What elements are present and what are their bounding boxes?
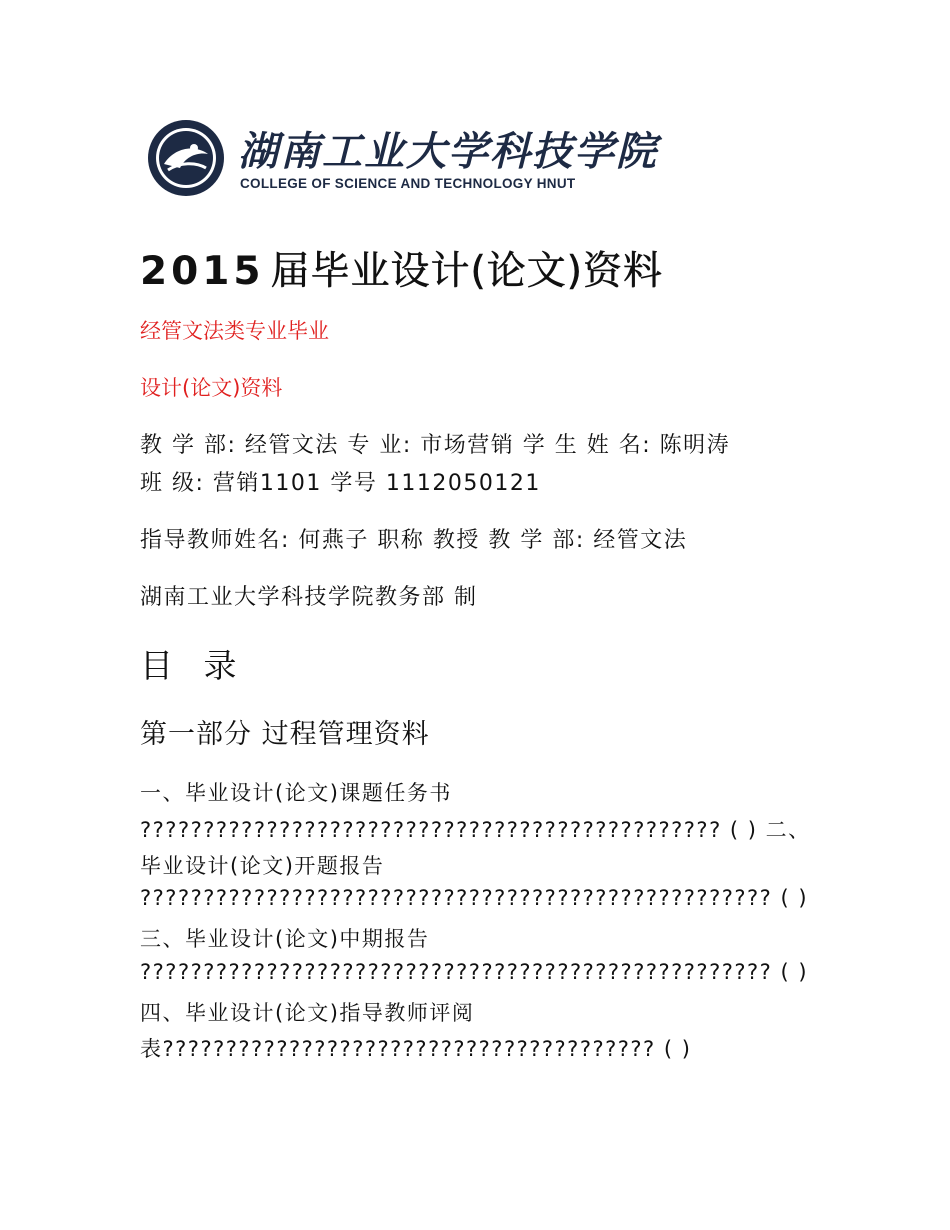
title-year: 2015 xyxy=(140,249,265,294)
info-line-class: 班 级: 营销1101 学号 1112050121 xyxy=(140,471,541,496)
subtitle-line-1: 经管文法类专业毕业 xyxy=(140,319,329,343)
subtitle-line-2: 设计(论文)资料 xyxy=(140,376,283,400)
document-title xyxy=(140,240,663,296)
toc-line: 三、毕业设计(论文)中期报告 xyxy=(140,927,430,951)
info-line-department: 教 学 部: 经管文法 专 业: 市场营销 学 生 姓 名: 陈明涛 xyxy=(140,433,731,458)
toc-heading: 目 录 xyxy=(140,646,247,685)
toc-line: 一、毕业设计(论文)课题任务书 xyxy=(140,781,452,805)
toc-line: ?????????????????????????????????????????????????? ( ) xyxy=(140,960,809,984)
toc-line: 四、毕业设计(论文)指导教师评阅 xyxy=(140,1001,475,1025)
toc-line: ?????????????????????????????????????????????????? ( ) xyxy=(140,886,809,910)
college-logo xyxy=(146,118,658,200)
logo-english-name: COLLEGE OF SCIENCE AND TECHNOLOGY HNUT xyxy=(240,176,576,191)
logo-chinese-name: 湖南工业大学科技学院 xyxy=(238,128,658,175)
info-line-advisor: 指导教师姓名: 何燕子 职称 教授 教 学 部: 经管文法 xyxy=(140,528,688,553)
info-line-issuer: 湖南工业大学科技学院教务部 制 xyxy=(140,585,478,610)
toc-part-heading: 第一部分 过程管理资料 xyxy=(140,719,430,750)
title-text: 届毕业设计(论文)资料 xyxy=(270,249,663,294)
toc-line: ?????????????????????????????????????????????? ( ) 二、 xyxy=(140,818,811,842)
university-seal-icon xyxy=(146,118,226,198)
toc-line: 表??????????????????????????????????????? ( ) xyxy=(140,1037,692,1061)
toc-line: 毕业设计(论文)开题报告 xyxy=(140,854,385,878)
